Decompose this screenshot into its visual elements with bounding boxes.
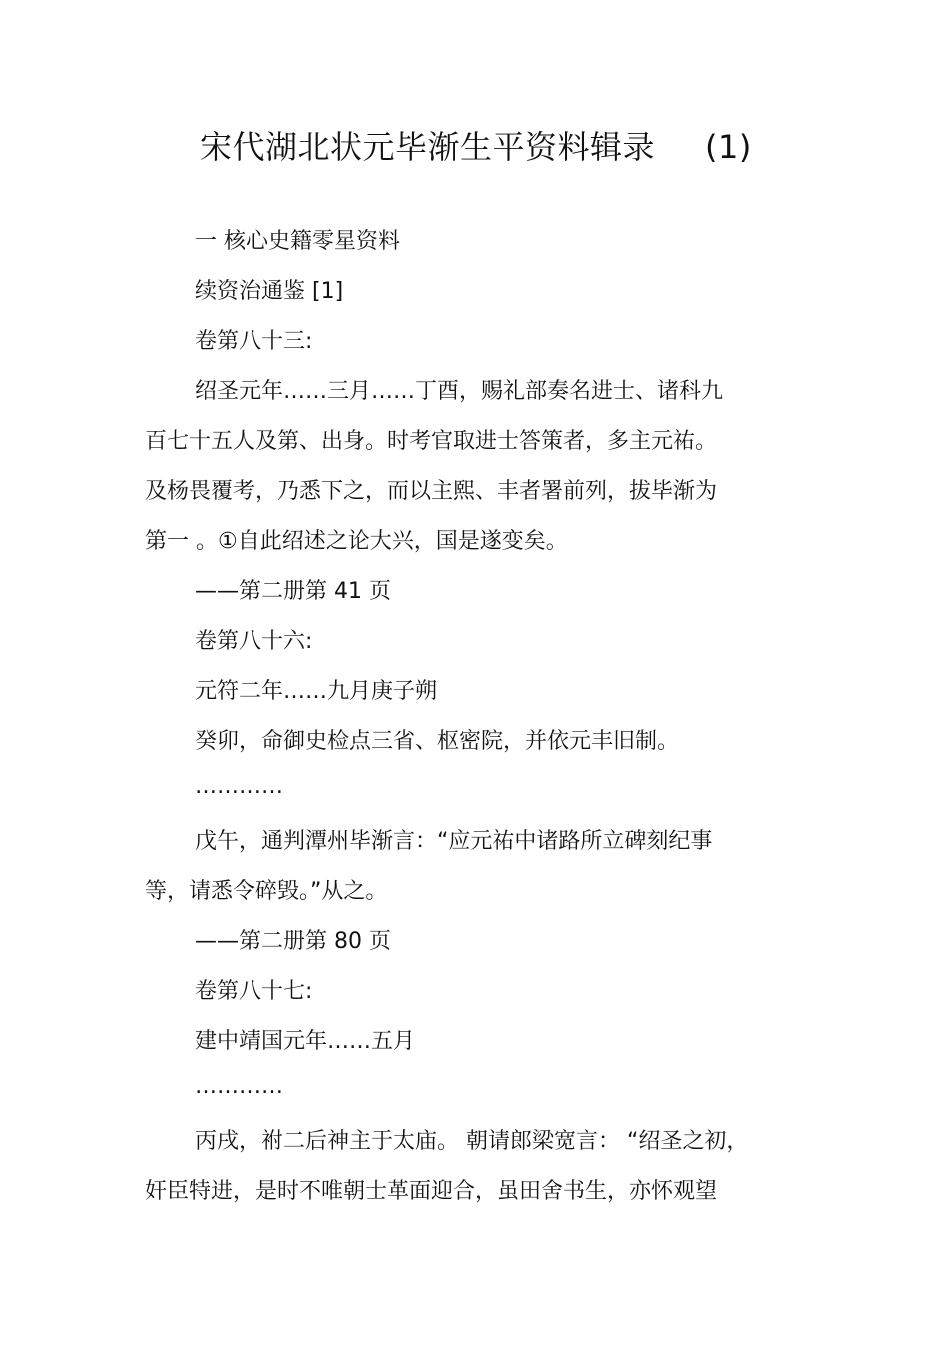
- page-title: [200, 122, 752, 168]
- section-heading: 一 核心史籍零星资料: [195, 229, 400, 254]
- paragraph-line: 丙戌，祔二后神主于太庙。 朝请郎梁宽言： “绍圣之初，: [195, 1129, 749, 1154]
- paragraph-line: 戊午，通判潭州毕渐言：“应元祐中诸路所立碑刻纪事: [195, 829, 713, 854]
- paragraph-line: 及杨畏覆考，乃悉下之，而以主熙、丰者署前列，拔毕渐为: [145, 479, 718, 504]
- volume-heading: 卷第八十七:: [195, 979, 313, 1004]
- paragraph-line: 绍圣元年……三月……丁酉，赐礼部奏名进士、诸科九: [195, 379, 724, 404]
- paragraph-line: 百七十五人及第、出身。时考官取进士答策者，多主元祐。: [145, 429, 718, 454]
- paragraph-line: 癸卯，命御史检点三省、枢密院，并依元丰旧制。: [195, 729, 680, 754]
- ellipsis-line: …………: [195, 774, 283, 799]
- source-title: 续资治通鉴 [1]: [195, 279, 344, 304]
- page-reference: ——第二册第 41 页: [195, 579, 391, 604]
- paragraph-line: 奸臣特进，是时不唯朝士革面迎合，虽田舍书生，亦怀观望: [145, 1179, 718, 1204]
- paragraph-line: 元符二年……九月庚子朔: [195, 679, 438, 704]
- volume-heading: 卷第八十六:: [195, 629, 313, 654]
- page-title-text: 宋代湖北状元毕渐生平资料辑录: [200, 128, 656, 166]
- ellipsis-line: …………: [195, 1074, 283, 1099]
- page-reference: ——第二册第 80 页: [195, 929, 391, 954]
- volume-heading: 卷第八十三:: [195, 329, 313, 354]
- paragraph-line: 等，请悉令碎毁。”从之。: [145, 879, 388, 904]
- paragraph-line: 建中靖国元年……五月: [195, 1029, 416, 1054]
- paragraph-line: 第一 。①自此绍述之论大兴，国是遂变矣。: [145, 529, 568, 554]
- page-title-number: (1): [705, 128, 752, 166]
